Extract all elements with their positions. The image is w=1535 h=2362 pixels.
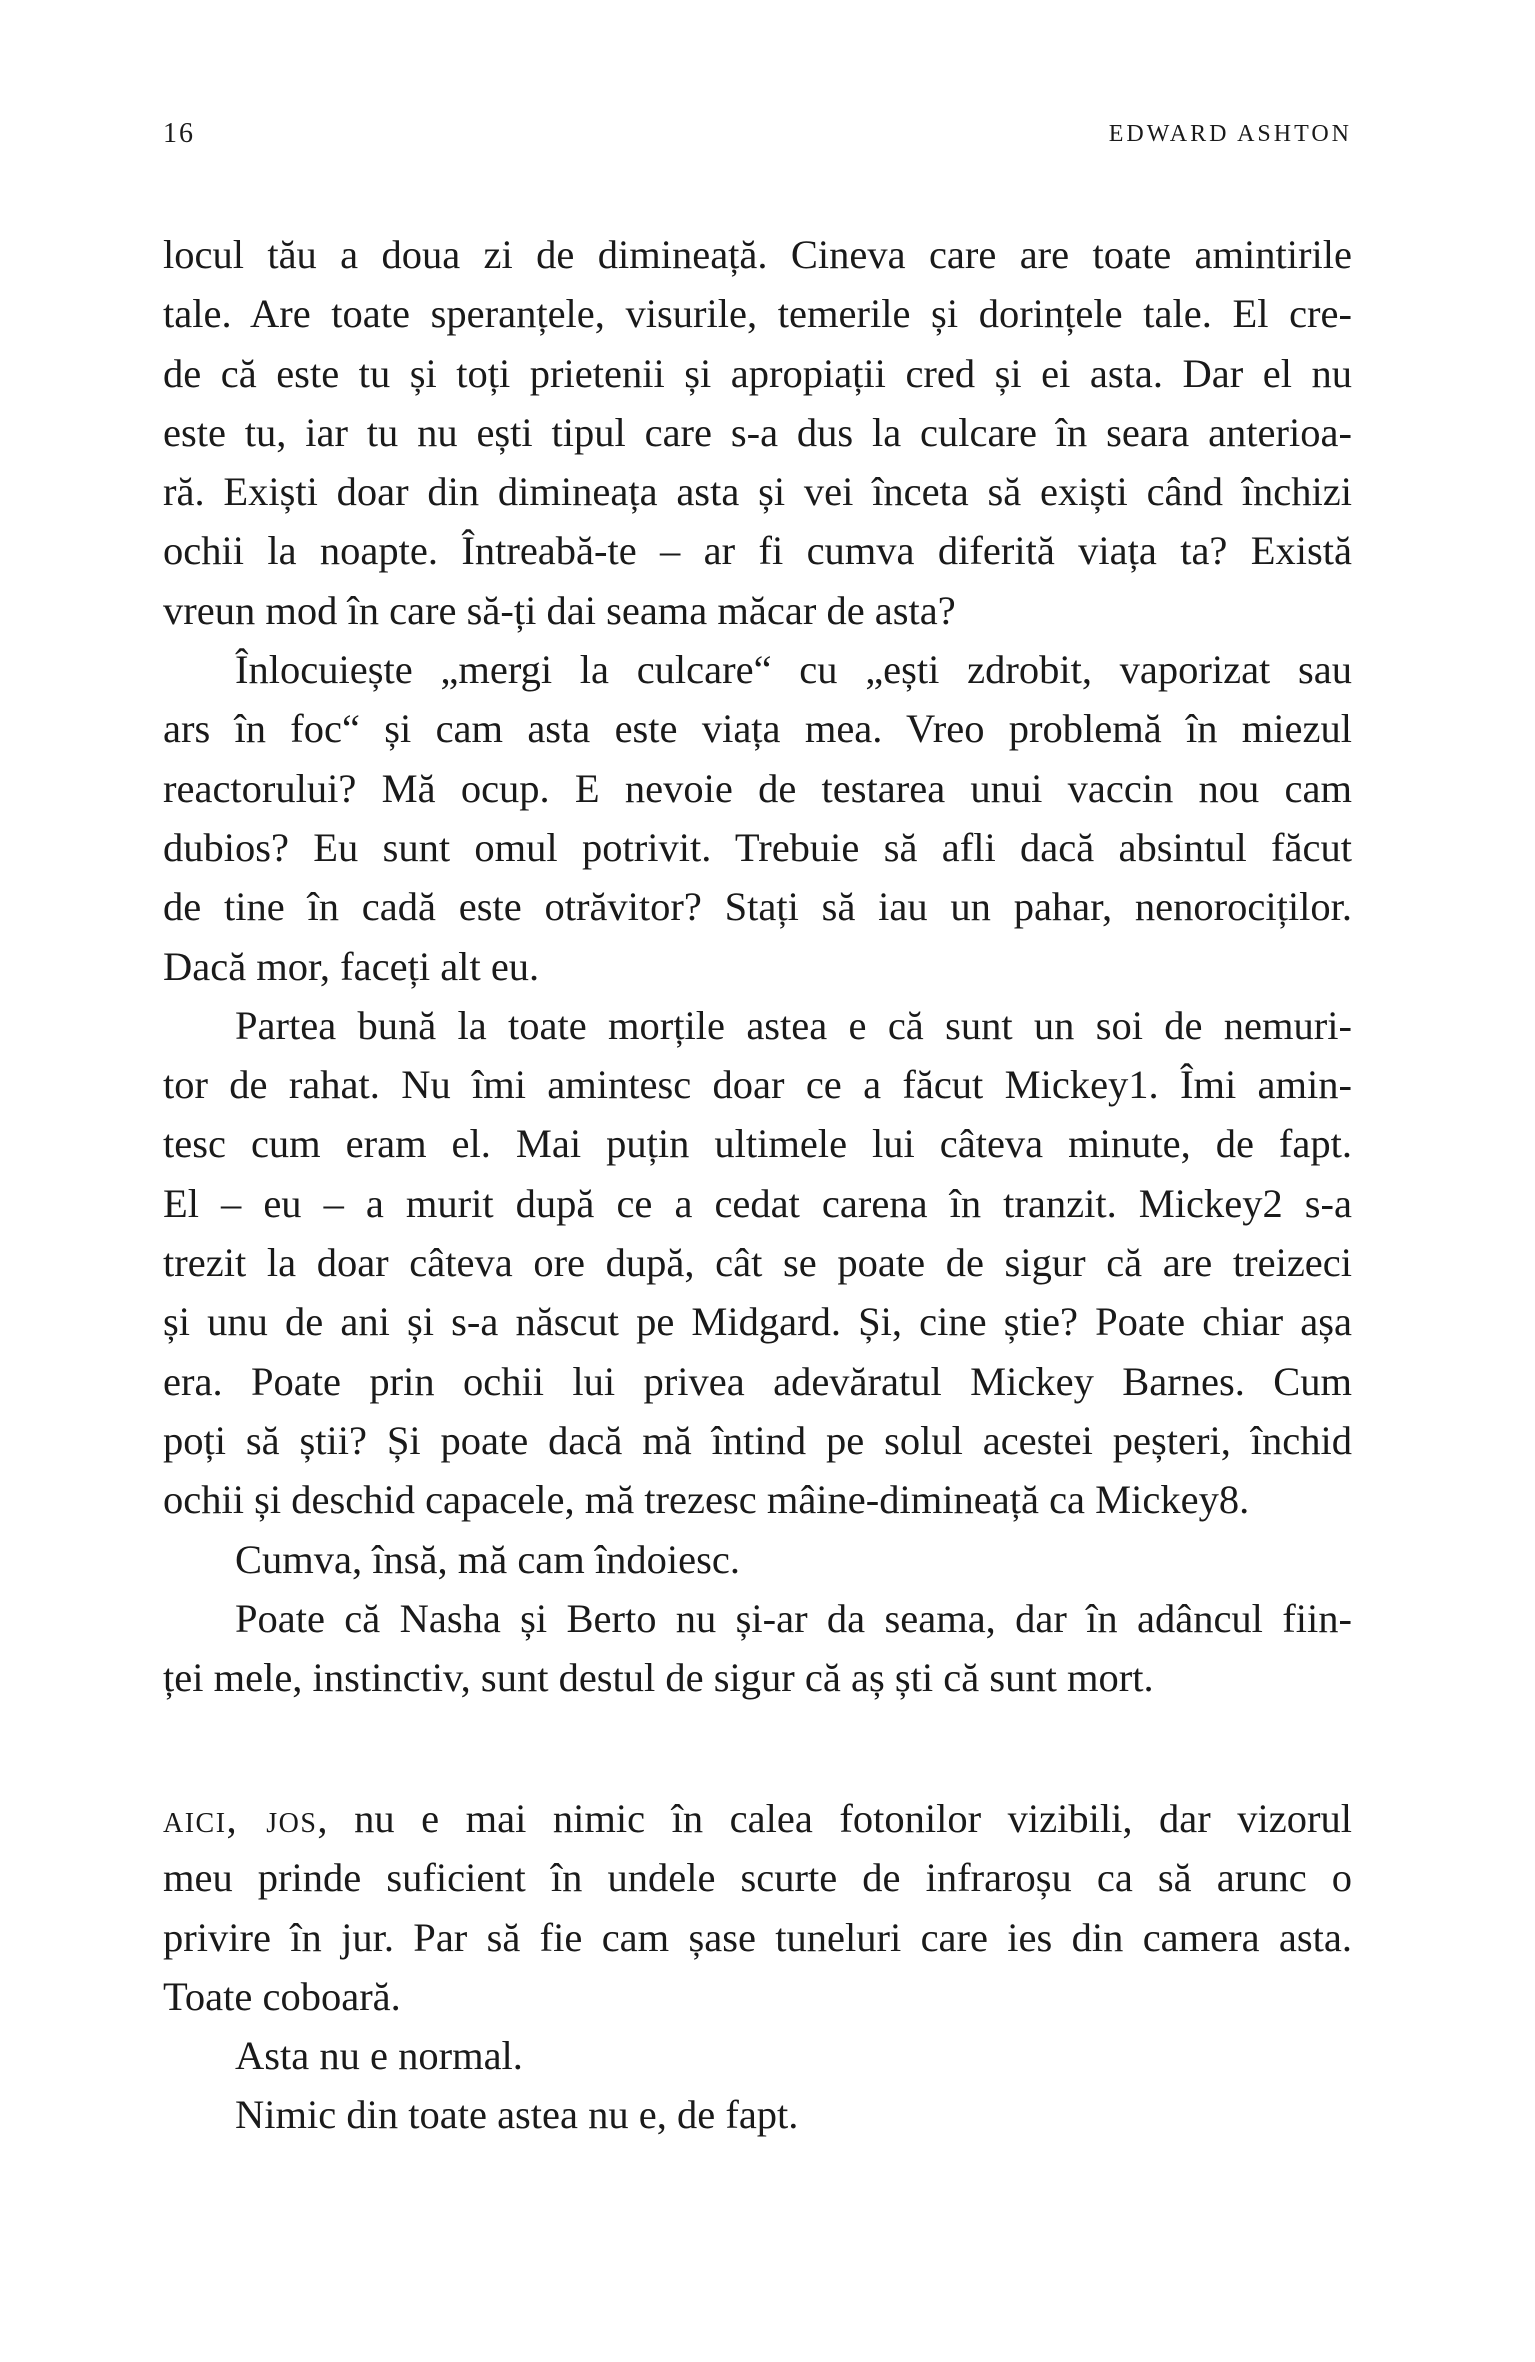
paragraph [163,225,1352,640]
text-line: ței mele, instinctiv, sunt destul de sigur că aș ști că sunt mort. [163,1655,1154,1701]
text-line: tor de rahat. Nu îmi amintesc doar ce a făcut Mickey1. Îmi amin- [163,1062,1352,1108]
paragraph [163,2026,1352,2085]
text-line: tale. Are toate speranțele, visurile, temerile și dorințele tale. El cre- [163,291,1352,337]
paragraph [163,1848,1352,2026]
text-line: Nimic din toate astea nu e, de fapt. [235,2092,799,2138]
text-line: reactorului? Mă ocup. E nevoie de testarea unui vaccin nou cam [163,765,1352,811]
running-header-author: EDWARD ASHTON [1108,121,1352,147]
text-line: Asta nu e normal. [235,2033,523,2079]
text-line: Dacă mor, faceți alt eu. [163,943,540,989]
paragraph [163,2085,1352,2144]
paragraph [163,1530,1352,1589]
section-opening-line [163,1789,1352,1848]
text-line: este tu, iar tu nu ești tipul care s-a dus la culcare în seara anterioa- [163,409,1352,455]
text-line: era. Poate prin ochii lui privea adevăratul Mickey Barnes. Cum [163,1358,1352,1404]
text-line: trezit la doar câteva ore după, cât se poate de sigur că are treizeci [163,1240,1352,1286]
text-line: locul tău a doua zi de dimineață. Cineva care are toate amintirile [163,232,1352,277]
text-line: Cumva, însă, mă cam îndoiesc. [235,1536,741,1582]
text-line: Poate că Nasha și Berto nu și-ar da seama, dar în adâncul fiin- [235,1595,1352,1641]
small-caps-lead-in: aici, jos [163,1796,318,1841]
text-line: de că este tu și toți prietenii și apropiații cred și ei asta. Dar el nu [163,350,1352,396]
text-line: vreun mod în care să-ți dai seama măcar de asta? [163,587,956,633]
page-number: 16 [163,118,195,149]
text-line: Toate coboară. [163,1973,401,2019]
paragraph [163,996,1352,1530]
paragraph [163,1589,1352,1708]
body-text-section-2 [163,1789,1352,2145]
text-line: Partea bună la toate morțile astea e că sunt un soi de nemuri- [235,1002,1352,1048]
text-line: ră. Exiști doar din dimineața asta și vei înceta să exiști când închizi [163,469,1352,515]
text-line: ochii și deschid capacele, mă trezesc mâine-dimineață ca Mickey8. [163,1477,1250,1523]
text-line: ars în foc“ și cam asta este viața mea. Vreo problemă în miezul [163,706,1352,752]
body-text-section-1 [163,225,1352,1707]
text-line: de tine în cadă este otrăvitor? Stați să iau un pahar, nenorociților. [163,884,1352,930]
text-line: El – eu – a murit după ce a cedat carena în tranzit. Mickey2 s-a [163,1180,1352,1226]
opening-line-text: , nu e mai nimic în calea fotonilor vizibili, dar vizorul [317,1796,1353,1841]
text-line: poți să știi? Și poate dacă mă întind pe solul acestei peșteri, închid [163,1417,1352,1463]
text-line: dubios? Eu sunt omul potrivit. Trebuie să afli dacă absintul făcut [163,824,1352,870]
paragraph [163,640,1352,996]
text-line: meu prinde suficient în undele scurte de infraroșu ca să arunc o [163,1855,1352,1901]
text-line: tesc cum eram el. Mai puțin ultimele lui câteva minute, de fapt. [163,1121,1352,1167]
text-line: Înlocuiește „mergi la culcare“ cu „ești zdrobit, vaporizat sau [235,647,1352,693]
text-line: și unu de ani și s-a născut pe Midgard. Și, cine știe? Poate chiar așa [163,1299,1352,1345]
text-line: privire în jur. Par să fie cam șase tuneluri care ies din camera asta. [163,1914,1352,1960]
text-line: ochii la noapte. Întreabă-te – ar fi cumva diferită viața ta? Există [163,528,1352,574]
